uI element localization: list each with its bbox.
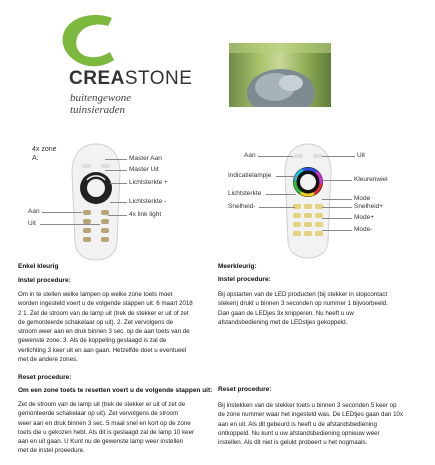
text-line: Dan gaan de LEDjes 3x knipperen. Nu heeft u uw xyxy=(218,309,354,317)
text-line: gemonteerde schakelaar op uit). Zet vervolgens de stroom xyxy=(18,410,179,418)
heading-reset-right: Reset procedure: xyxy=(218,386,272,393)
text-line: Zet de stroom van de lamp uit (trek de stekker er uit of zet de xyxy=(18,401,186,408)
text-line: ontkoppeld. Nu kunt u uw afstandsbediening opnieuw weer xyxy=(218,429,380,437)
label-mode-plus: Mode+ xyxy=(354,214,375,221)
label-aan-left: Aan xyxy=(28,208,40,215)
text-line: aan en uit. Als dit gebeurd is heeft u de afstandsbediening xyxy=(218,420,377,428)
brand-logo xyxy=(50,12,193,122)
zone-label xyxy=(32,146,57,162)
label-link-light: 4x link light xyxy=(129,211,162,218)
label-snelheid-min: Snelheid- xyxy=(228,203,256,210)
brand-name-bold: CREA xyxy=(69,68,125,89)
heading-reset-left: Reset procedure: xyxy=(18,374,72,381)
text-line: worden ingesteld voert u de volgende stappen uit: 6 maart 2018 xyxy=(18,300,193,308)
label-kleurenwiel: Kleurenwiel xyxy=(354,176,388,183)
remote-multi-color-image xyxy=(283,142,333,260)
text-line: met de instel proeedure. xyxy=(18,447,85,455)
label-snelheid-plus: Snelheid+ xyxy=(354,203,384,210)
text-line: de zone nummer waar het ingesteld was. De LEDtjes gaan dan 10x xyxy=(218,411,404,419)
label-master-uit: Master Uit xyxy=(129,166,159,173)
paragraph-instel-right xyxy=(218,290,430,327)
heading-reset-sub-left: Om een zone toets te resetten voert u de volgende stappen uit: xyxy=(18,387,213,394)
heading-instel-procedure-left: Instel procedure: xyxy=(18,277,71,284)
label-aan-right: Aan xyxy=(244,152,256,159)
text-line: toets die u gekozen hebt. Als dit is geslaagd zal de lamp 10 keer xyxy=(18,428,195,436)
text-line: instellen. Als dit niet is gelukt probeert u het nogmaals. xyxy=(218,439,368,447)
label-uit-right: Uit xyxy=(357,152,365,159)
text-line: gewenste zone. 3. Als de koppeling geslaagd is zal de xyxy=(18,337,167,345)
heading-enkel-kleurig: Enkel kleurig xyxy=(18,263,59,270)
brand-tagline: buitengewone tuinsieraden xyxy=(70,92,132,116)
text-line: afstandsbediening met de LEDstjes gekoppeld. xyxy=(218,318,348,326)
brand-name xyxy=(69,68,192,90)
brand-name-rest: STONE xyxy=(124,68,193,89)
zone-label-line1: 4x zone xyxy=(32,146,57,153)
label-master-aan: Master Aan xyxy=(129,155,162,162)
text-line: aan en uit gaan. U Kunt nu de gewenste lamp weer instellen xyxy=(18,438,184,446)
heading-instel-procedure-right: Instel procedure: xyxy=(218,276,271,283)
text-line: Bij opstarten van de LED producten (bij stekker in stopcontact xyxy=(218,291,388,298)
paragraph-instel-left xyxy=(18,290,218,364)
text-line: met de andere zones. xyxy=(18,356,78,364)
label-mode: Mode xyxy=(354,195,371,202)
label-lichtsterkte: Lichtsterkte xyxy=(228,190,262,197)
zone-label-line2: A: xyxy=(32,155,39,162)
label-lichtsterkte-plus: Lichtsterkte + xyxy=(129,179,168,186)
text-line: 2 1. Zet de stroom van de lamp uit (trek de stekker er uit of zet xyxy=(18,309,189,317)
text-line: de gemonteerde schakelaar op uit). 2. Zet vervolgens de xyxy=(18,318,174,326)
text-line: weer aan en druk binnen 3 sec. 5 maal snel en kort op de zone xyxy=(18,419,191,427)
label-mode-min: Mode- xyxy=(354,226,373,233)
text-line: stroom weer aan en druk binnen 3 sec. op de aan toets van de xyxy=(18,328,190,336)
remote-multi-color xyxy=(283,142,333,260)
text-line: Om in te stellen welke lampen op welke zone toets moet xyxy=(18,291,173,298)
brand-c-icon xyxy=(50,12,160,72)
label-lichtsterkte-min: Lichtsterkte - xyxy=(129,198,167,205)
heading-meerkleurig: Meerkleurig: xyxy=(218,263,257,270)
paragraph-reset-left xyxy=(18,400,218,456)
label-uit-left: Uit xyxy=(28,220,36,227)
paragraph-reset-right xyxy=(218,401,430,447)
text-line: Bij instekken van de stekker toets u binnen 3 seconden 5 keer op xyxy=(218,402,397,409)
label-indicatielampje: Indicatielampje xyxy=(228,172,272,179)
stone-fountain-image xyxy=(229,43,331,107)
text-line: steken) drukt u binnen 3 seconden op nummer 1 bijvoorbeeld. xyxy=(218,300,388,308)
text-line: verlichting 3 keer uit en aan gaan. Hetzelfde doet u eventueel xyxy=(18,346,187,354)
product-photo xyxy=(229,43,331,107)
